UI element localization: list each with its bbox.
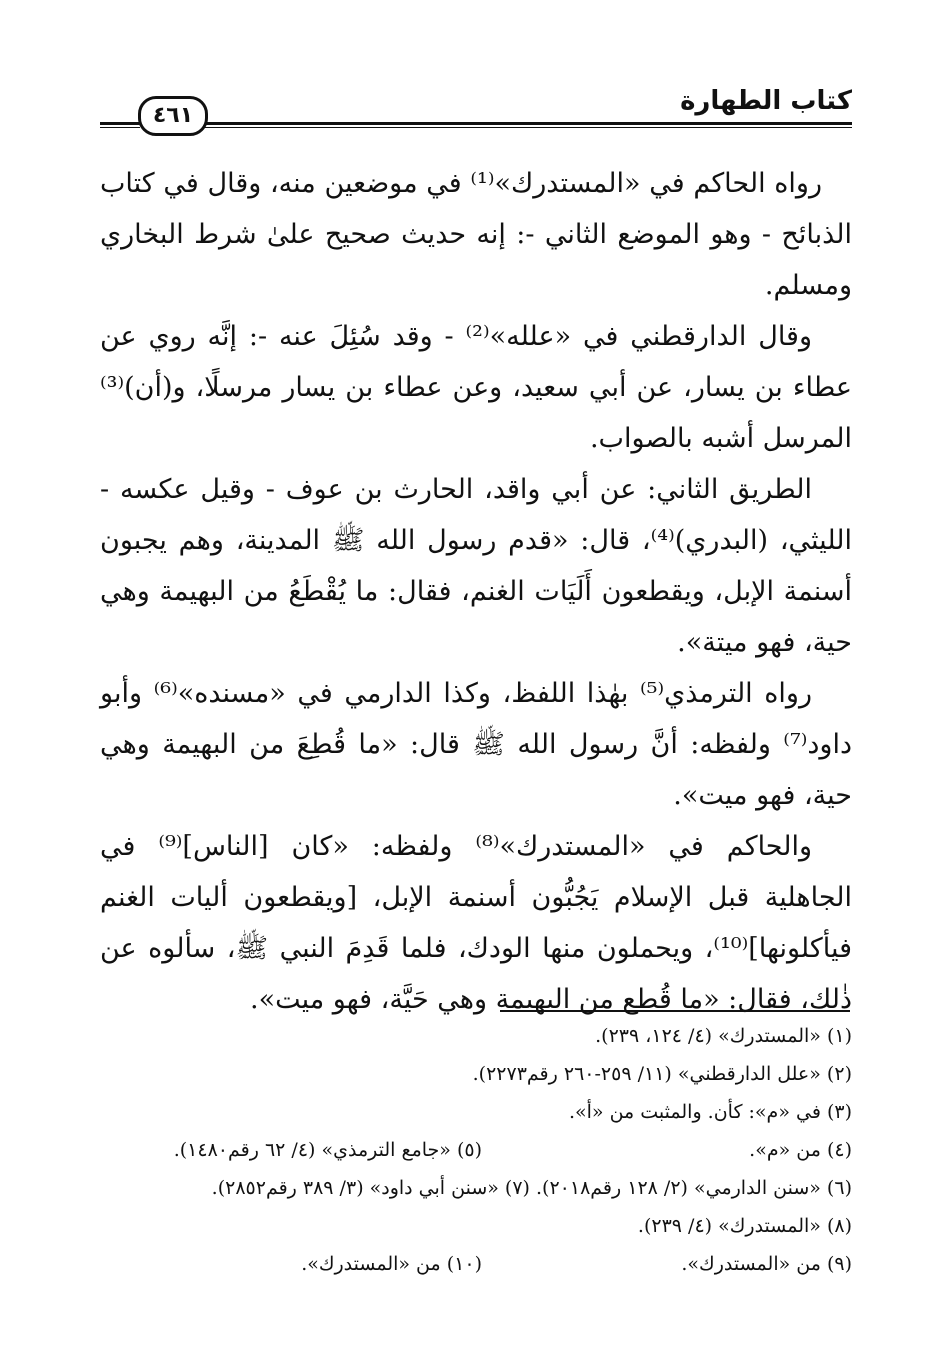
footnote: (٨) «المستدرك» (٤/ ٢٣٩). bbox=[637, 1215, 852, 1237]
page-header bbox=[100, 82, 852, 130]
footnote-line bbox=[100, 1169, 852, 1207]
footnote: (٤) من «م». bbox=[749, 1139, 852, 1161]
footnote: (١) «المستدرك» (٤/ ١٢٤، ٢٣٩). bbox=[595, 1025, 852, 1047]
footnote: (٦) «سنن الدارمي» (٢/ ١٢٨ رقم٢٠١٨). (٧) «سنن أبي داود» (٣/ ٣٨٩ رقم٢٨٥٢). bbox=[211, 1177, 852, 1199]
footnote: (٩) من «المستدرك». bbox=[681, 1253, 852, 1275]
footnote-separator bbox=[500, 1010, 850, 1012]
footnote-line bbox=[100, 1245, 852, 1283]
header-rule bbox=[200, 122, 852, 125]
chapter-title: كتاب الطهارة bbox=[680, 86, 852, 116]
paragraph: رواه الترمذي⁽⁵⁾ بهٰذا اللفظ، وكذا الدارمي في «مسنده»⁽⁶⁾ وأبو داود⁽⁷⁾ ولفظه: أنَّ رسول الله ﷺ قال: «ما قُطِعَ من البهيمة وهي حية، فهو ميت». bbox=[100, 678, 852, 811]
paragraph: والحاكم في «المستدرك»⁽⁸⁾ ولفظه: «كان [الناس]⁽⁹⁾ في الجاهلية قبل الإسلام يَجُبُّون أسنمة الإبل، [ويقطعون أليات الغنم فيأكلونها]⁽¹⁰⁾، ويحملون منها الودك، فلما قَدِمَ النبي ﷺ، سألوه عن ذٰلك، فقال: «ما قُطع من البهيمة وهي حَيَّة، فهو ميت». bbox=[100, 831, 852, 1015]
footnote-line bbox=[100, 1017, 852, 1055]
footnote-line bbox=[100, 1093, 852, 1131]
footnote-line bbox=[100, 1207, 852, 1245]
footnote: (٥) «جامع الترمذي» (٤/ ٦٢ رقم١٤٨٠). bbox=[173, 1139, 482, 1161]
paragraph: رواه الحاكم في «المستدرك»⁽¹⁾ في موضعين منه، وقال في كتاب الذبائح - وهو الموضع الثاني -: إنه حديث صحيح علىٰ شرط البخاري ومسلم. bbox=[100, 168, 852, 301]
header-rule-left bbox=[100, 122, 140, 125]
footnote: (٢) «علل الدارقطني» (١١/ ٢٥٩-٢٦٠ رقم٢٢٧٣). bbox=[472, 1063, 852, 1085]
paragraph: الطريق الثاني: عن أبي واقد، الحارث بن عوف - وقيل عكسه - الليثي، (البدري)⁽⁴⁾، قال: «قدم رسول الله ﷺ المدينة، وهم يجبون أسنمة الإبل، ويقطعون أَلَيَات الغنم، فقال: ما يُقْطَعُ من البهيمة وهي حية، فهو ميتة». bbox=[100, 474, 852, 658]
footnote-line bbox=[100, 1055, 852, 1093]
paragraph: وقال الدارقطني في «علله»⁽²⁾ - وقد سُئِلَ عنه -: إنَّه روي عن عطاء بن يسار، عن أبي سعيد، وعن عطاء بن يسار مرسلًا، و(أن)⁽³⁾ المرسل أشبه بالصواب. bbox=[100, 321, 852, 454]
footnote-line bbox=[100, 1131, 852, 1169]
footnote: (٣) في «م»: كأن. والمثبت من «أ». bbox=[568, 1101, 852, 1123]
page-number: ٤٦١ bbox=[138, 96, 208, 136]
header-rule-left-thin bbox=[100, 127, 140, 128]
footnote: (١٠) من «المستدرك». bbox=[301, 1253, 482, 1275]
header-rule-thin bbox=[200, 127, 852, 128]
main-text bbox=[100, 158, 852, 1025]
footnotes bbox=[100, 1017, 852, 1283]
